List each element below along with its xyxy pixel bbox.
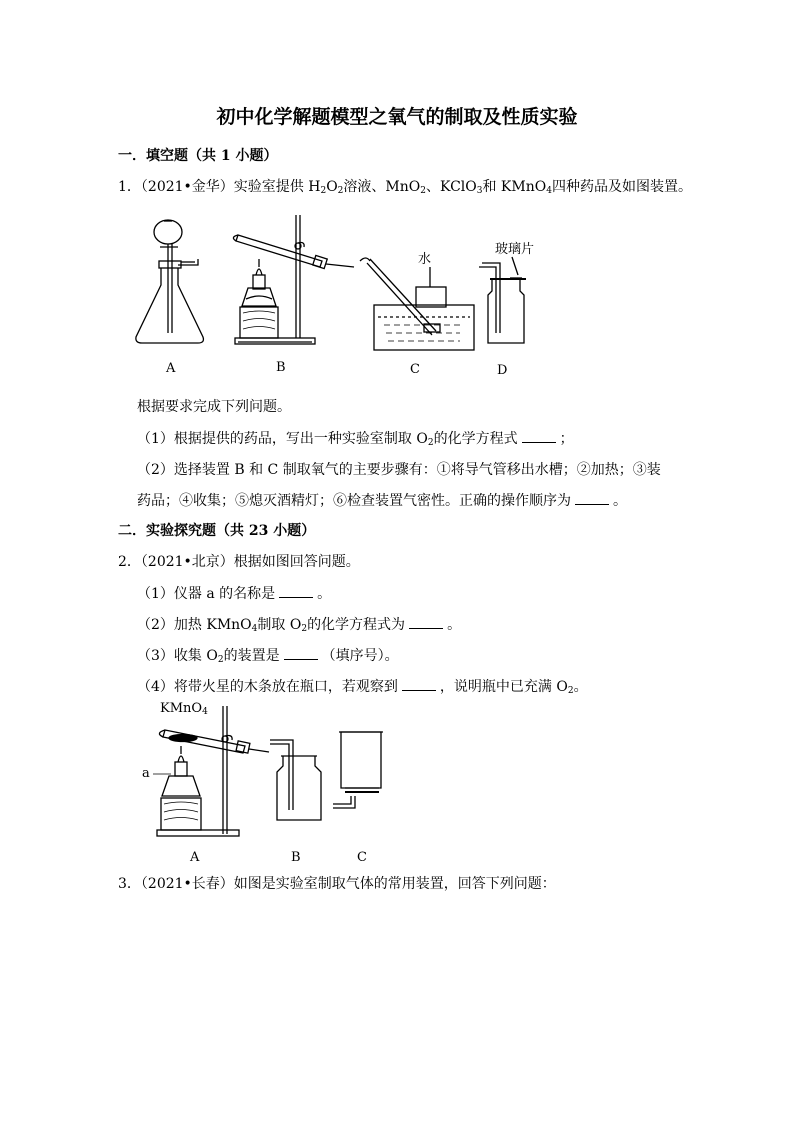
q1-stem: 1．（2021•金华）实验室提供 $H_2O_2$溶液、MnO$_2$、KClO$_3$和 KMnO$_4$四种药品及如图装置。 [118, 179, 692, 196]
q2-stem: 2．（2021•北京）根据如图回答问题。 [118, 554, 360, 570]
answer-blank[interactable] [522, 430, 556, 443]
q1-part1: （1）根据提供的药品，写出一种实验室制取 $O_2$的化学方程式 ； [137, 431, 574, 448]
fig1-label-c: C [410, 362, 420, 377]
apparatus-a-flask-funnel [136, 220, 204, 343]
instrument-a-label: a [142, 766, 150, 781]
apparatus-c-downward-air [333, 732, 383, 808]
q2-part1: （1）仪器 a 的名称是 。 [137, 586, 332, 602]
q2-apparatus-figure [145, 700, 395, 845]
apparatus-b-upward-air [270, 740, 321, 820]
water-label: 水 [418, 252, 432, 267]
q2-part3: （3）收集 $O_2$的装置是 （填序号）。 [137, 648, 399, 665]
q1-part2-line2: 药品；④收集；⑤熄灭酒精灯；⑥检查装置气密性。正确的操作顺序为 。 [137, 493, 627, 509]
kmno4-label: KMnO$_4$ [160, 701, 208, 717]
q3-stem: 3．（2021•长春）如图是实验室制取气体的常用装置，回答下列问题： [118, 876, 556, 892]
answer-blank[interactable] [575, 492, 609, 505]
answer-blank[interactable] [409, 616, 443, 629]
fig2-label-b: B [291, 850, 301, 865]
q1-intro: 根据要求完成下列问题。 [137, 399, 291, 415]
section-heading-experiment: 二．实验探究题（共 23 小题） [118, 523, 316, 539]
q2-part4: （4）将带火星的木条放在瓶口，若观察到 ，说明瓶中已充满 $O_2$。 [137, 679, 588, 696]
apparatus-b-heating-stand [233, 215, 354, 344]
apparatus-a-kmno4-heating [153, 706, 269, 836]
apparatus-c-water-trough [360, 258, 474, 350]
answer-blank[interactable] [279, 585, 313, 598]
q1-part2-line1: （2）选择装置 B 和 C 制取氧气的主要步骤有：①将导气管移出水槽；②加热；③装 [137, 462, 661, 478]
fig2-label-a: A [190, 850, 200, 865]
section-heading-fill-blank: 一．填空题（共 1 小题） [118, 148, 278, 164]
glass-plate-label: 玻璃片 [495, 242, 535, 257]
apparatus-d-gas-bottle [479, 257, 526, 343]
page-title: 初中化学解题模型之氧气的制取及性质实验 [216, 106, 578, 128]
answer-blank[interactable] [402, 678, 436, 691]
fig1-label-d: D [497, 363, 508, 378]
fig2-label-c: C [357, 850, 367, 865]
fig1-label-a: A [166, 361, 176, 376]
q2-part2: （2）加热 KMnO$_4$制取 $O_2$的化学方程式为 。 [137, 617, 462, 634]
fig1-label-b: B [276, 360, 286, 375]
answer-blank[interactable] [284, 647, 318, 660]
